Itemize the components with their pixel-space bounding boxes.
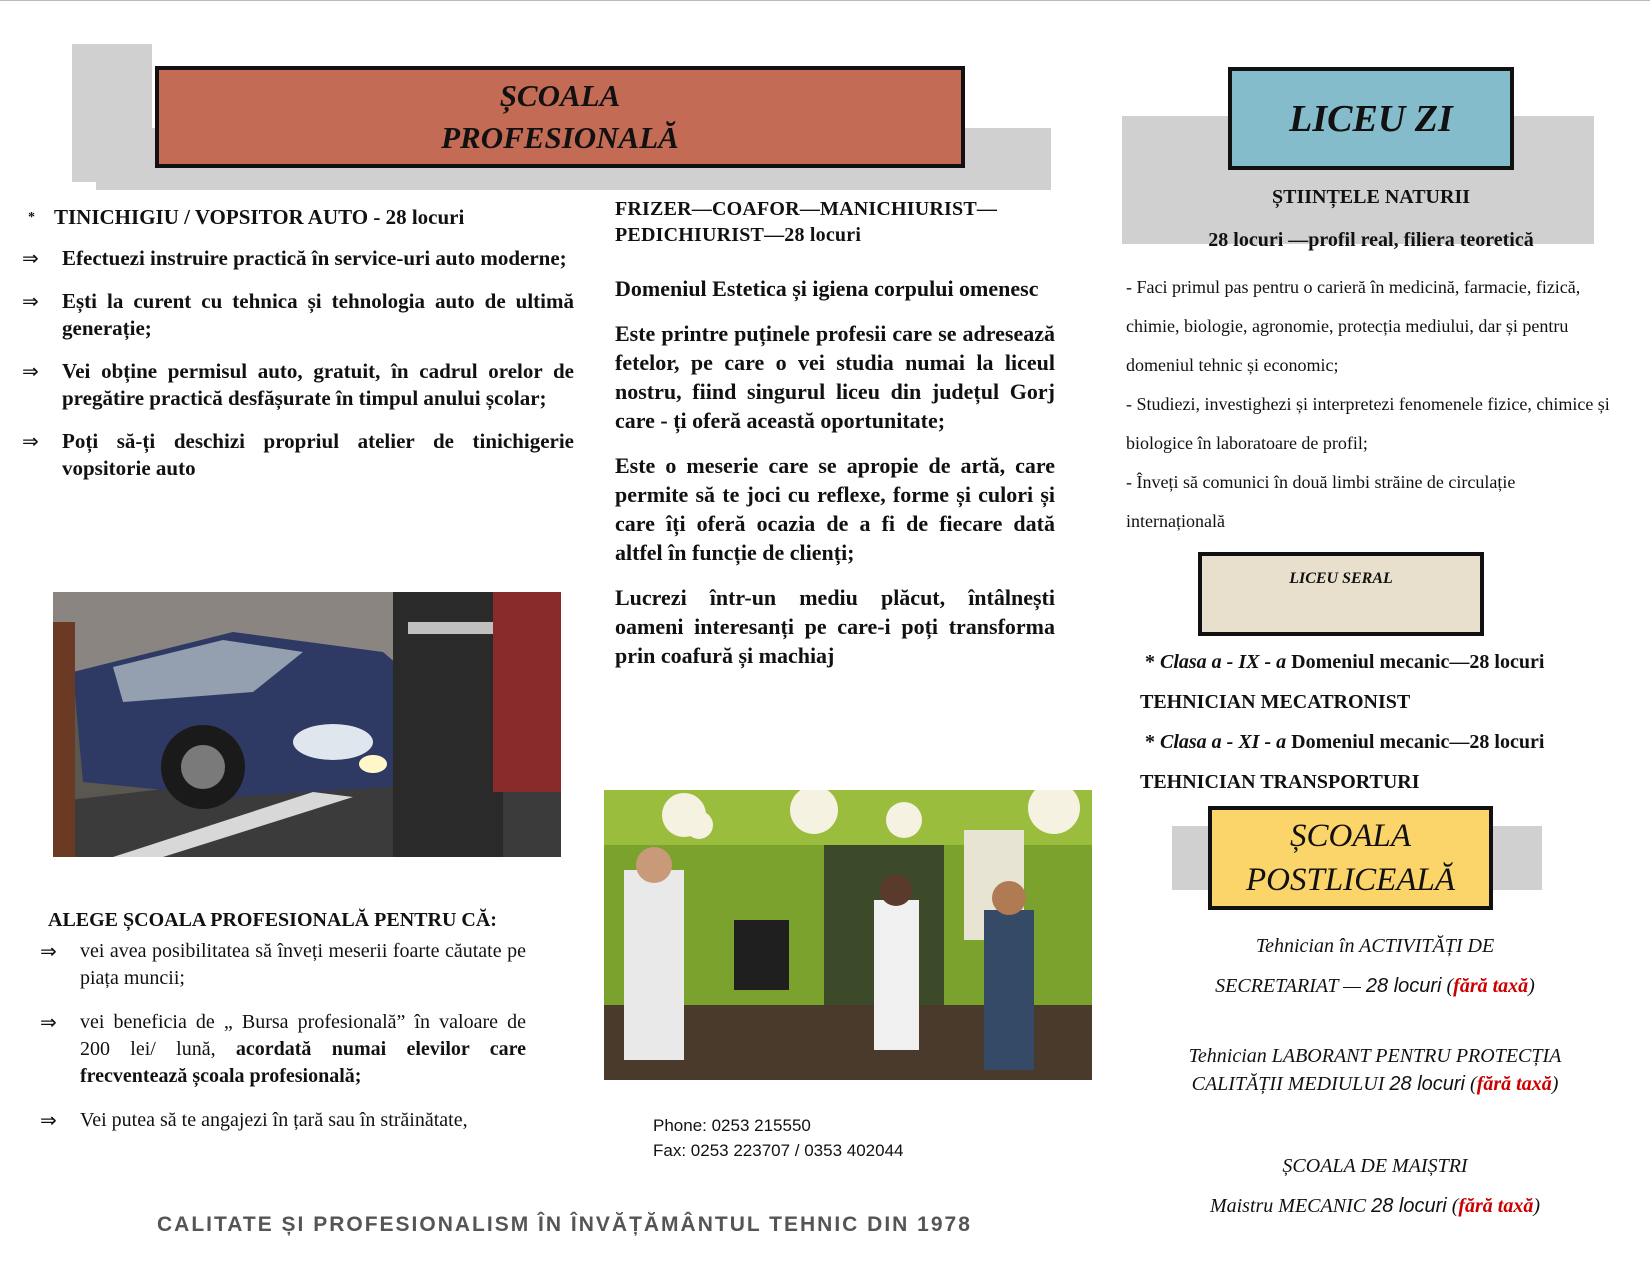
paragraph: Este printre puținele profesii care se adresează fetelor, pe care o vei studia numai la liceul nostru, fiind singurul liceu din județul Gorj care - ți oferă această oportunitate; — [615, 321, 1055, 433]
tinichigiu-heading: * TINICHIGIU / VOPSITOR AUTO - 28 locuri — [28, 205, 465, 229]
paragraph: Este o meserie care se apropie de artă, care permite să te joci cu reflexe, forme și culori și care îți oferă ocazia de a fi de fiecare dată altfel în funcție de clienți; — [615, 453, 1055, 565]
program-line: SECRETARIAT — 28 locuri (fără taxă) — [1215, 975, 1535, 997]
reasons-list — [40, 938, 526, 1134]
free-badge: fără taxă — [1476, 1073, 1552, 1095]
reasons-heading: ALEGE ȘCOALA PROFESIONALĂ PENTRU CĂ: — [48, 909, 497, 931]
footer-slogan: CALITATE ȘI PROFESIONALISM ÎN ÎNVĂȚĂMÂNTUL TEHNIC DIN 1978 — [157, 1213, 972, 1236]
spacer — [1140, 1006, 1610, 1042]
profile-seats: 28 locuri —profil real, filiera teoretică — [1208, 229, 1534, 251]
arrow-icon: ⇒ — [40, 1010, 57, 1034]
car-repair-photo — [53, 592, 561, 857]
liceu-description — [1126, 268, 1616, 541]
seral-specialization: TEHNICIAN MECATRONIST — [1140, 691, 1411, 713]
list-item: ⇒ Poți să-ți deschizi propriul atelier de tinichigerie vopsitorie auto — [22, 429, 574, 480]
arrow-icon: ⇒ — [22, 246, 39, 270]
list-item: ⇒ vei avea posibilitatea să înveți meserii foarte căutate pe piața muncii; — [40, 939, 526, 989]
salon-photo-illustration — [604, 790, 1092, 1080]
spacer — [1140, 1098, 1610, 1146]
program-line: Maistru MECANIC 28 locuri (fără taxă) — [1209, 1195, 1541, 1217]
title-liceu-seral: LICEU SERAL — [1198, 552, 1484, 636]
arrow-icon: ⇒ — [40, 1108, 57, 1132]
list-item: ⇒ Efectuezi instruire practică în service-uri auto moderne; — [22, 246, 567, 270]
salon-photo — [604, 790, 1092, 1080]
postliceala-programs — [1140, 926, 1610, 1226]
title-line-1: ȘCOALA — [499, 78, 621, 113]
program-line: Tehnician în ACTIVITĂȚI DE — [1255, 935, 1495, 957]
tinichigiu-list — [22, 204, 574, 498]
arrow-icon: ⇒ — [40, 939, 57, 963]
contact-info — [653, 1113, 904, 1163]
seral-classes — [1140, 642, 1620, 802]
title-scoala-postliceala: ȘCOALA POSTLICEALĂ — [1208, 806, 1493, 910]
title-scoala-profesionala — [155, 66, 965, 168]
profile-name: ȘTIINȚELE NATURII — [1271, 186, 1471, 208]
fax-text: Fax: 0253 223707 / 0353 402044 — [653, 1141, 904, 1160]
program-line: ȘCOALA DE MAIȘTRI — [1282, 1155, 1468, 1177]
free-badge: fără taxă — [1453, 975, 1529, 997]
paragraph: Lucrezi într-un mediu plăcut, întâlnești oameni interesanți pe care-i poți transforma prin coafură și machiaj — [615, 585, 1055, 668]
top-rule — [0, 0, 1650, 1]
program-line: Tehnician LABORANT PENTRU PROTECȚIA — [1188, 1045, 1562, 1067]
car-photo-illustration — [53, 592, 561, 857]
title-liceu-zi: LICEU ZI — [1228, 67, 1514, 170]
paragraph: - Studiezi, investighezi și interpretezi fenomenele fizice, chimice și biologice în laboratoare de profil; — [1126, 394, 1610, 453]
phone-text: Phone: 0253 215550 — [653, 1116, 811, 1135]
title-line-2: PROFESIONALĂ — [441, 120, 679, 155]
list-item: ⇒ Ești la curent cu tehnica și tehnologia auto de ultimă generație; — [22, 289, 574, 340]
list-item: ⇒ vei beneficia de „ Bursa profesională” în valoare de 200 lei/ lună, acordată numai elevilor care frecventează școala profesională; — [40, 1010, 526, 1087]
free-badge: fără taxă — [1458, 1195, 1534, 1217]
reasons-section — [40, 907, 526, 1151]
seral-class-line: * Clasa a - IX - a Domeniul mecanic—28 locuri — [1145, 651, 1545, 673]
list-item: ⇒ Vei putea să te angajezi în țară sau în străinătate, — [40, 1108, 468, 1132]
program-line: CALITĂȚII MEDIULUI 28 locuri (fără taxă) — [1191, 1073, 1559, 1095]
frizer-heading: FRIZER—COAFOR—MANICHIURIST—PEDICHIURIST—28 locuri — [615, 198, 998, 246]
list-item: ⇒ Vei obține permisul auto, gratuit, în cadrul orelor de pregătire practică desfășurate în timpul anului școlar; — [22, 359, 574, 410]
frizer-section — [615, 196, 1055, 686]
arrow-icon: ⇒ — [22, 289, 39, 313]
paragraph: - Înveți să comunici în două limbi străine de circulație internațională — [1126, 472, 1516, 531]
paragraph: Domeniul Estetica și igiena corpului omenesc — [615, 276, 1039, 301]
arrow-icon: ⇒ — [22, 429, 39, 453]
seral-specialization: TEHNICIAN TRANSPORTURI — [1140, 771, 1420, 793]
asterisk-icon: * — [28, 210, 35, 225]
paragraph: - Faci primul pas pentru o carieră în medicină, farmacie, fizică, chimie, biologie, agronomie, protecția mediului, dar și pentru domeniul tehnic și economic; — [1126, 277, 1581, 375]
seral-class-line: * Clasa a - XI - a Domeniul mecanic—28 locuri — [1145, 731, 1545, 753]
arrow-icon: ⇒ — [22, 359, 39, 383]
